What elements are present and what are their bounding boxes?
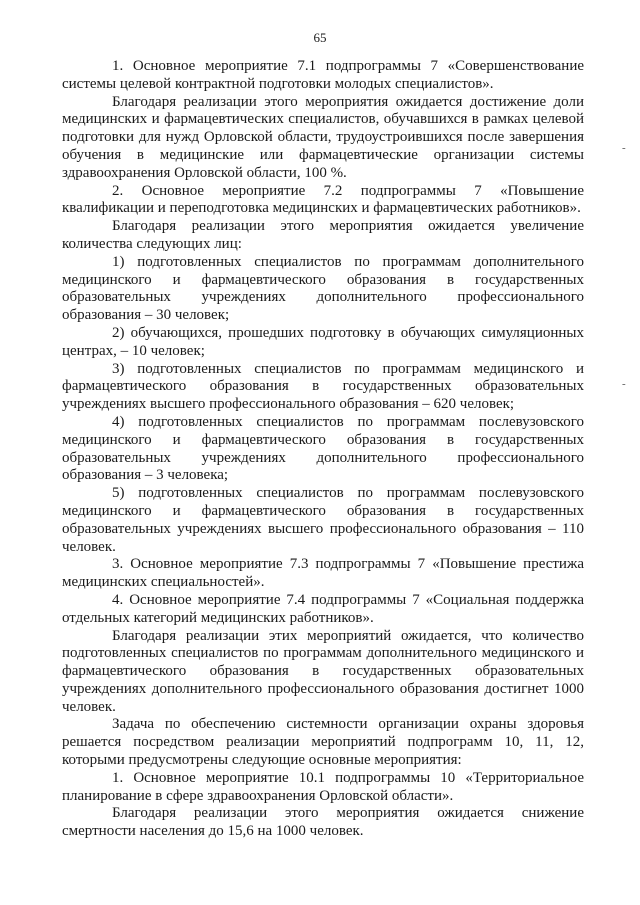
- paragraph: 1. Основное мероприятие 7.1 подпрограммы 7 «Совершенствование системы целевой контрактной подготовки молодых специалистов».: [62, 58, 584, 92]
- paragraph: 2. Основное мероприятие 7.2 подпрограммы 7 «Повышение квалификации и переподготовка медицинских и фармацевтических работников».: [62, 182, 584, 217]
- margin-mark: -: [622, 142, 626, 154]
- paragraph: 3. Основное мероприятие 7.3 подпрограммы 7 «Повышение престижа медицинских специальностей».: [62, 556, 584, 591]
- paragraph: Благодаря реализации этого мероприятия ожидается достижение доли медицинских и фармацевтических специалистов, обучавшихся в рамках целевой подготовки для нужд Орловской области, трудоустроившихся после завершения обучения в медицинские или фармацевтические организации системы здравоохранения Орловской области, 100 %.: [62, 93, 584, 181]
- paragraph: 4. Основное мероприятие 7.4 подпрограммы 7 «Социальная поддержка отдельных категорий медицинских работников».: [62, 591, 584, 626]
- list-item: 1) подготовленных специалистов по программам дополнительного медицинского и фармацевтического образования в государственных образовательных учреждениях дополнительного профессионального образования – 30 человек;: [62, 253, 584, 324]
- paragraph: Задача по обеспечению системности организации охраны здоровья решается посредством реализации мероприятий подпрограмм 10, 11, 12, которыми предусмотрены следующие основные мероприятия:: [62, 716, 584, 769]
- paragraph: Благодаря реализации этого мероприятия ожидается снижение смертности населения до 15,6 на 1000 человек.: [62, 805, 584, 840]
- margin-mark: -: [622, 378, 626, 390]
- paragraph: 1. Основное мероприятие 10.1 подпрограммы 10 «Территориальное планирование в сфере здравоохранения Орловской области».: [62, 769, 584, 804]
- list-item: 3) подготовленных специалистов по программам медицинского и фармацевтического образования в государственных образовательных учреждениях высшего профессионального образования – 620 человек;: [62, 360, 584, 413]
- list-item: 4) подготовленных специалистов по программам послевузовского медицинского и фармацевтического образования в государственных образовательных учреждениях дополнительного профессионального образования – 3 человека;: [62, 413, 584, 484]
- paragraph: Благодаря реализации этих мероприятий ожидается, что количество подготовленных специалистов по программам дополнительного медицинского и фармацевтического образования в государственных образовательных учреждениях дополнительного профессионального образования достигнет 1000 человек.: [62, 627, 584, 715]
- document-body: [62, 58, 584, 841]
- list-item: 2) обучающихся, прошедших подготовку в обучающих симуляционных центрах, – 10 человек;: [62, 324, 584, 359]
- paragraph: Благодаря реализации этого мероприятия ожидается увеличение количества следующих лиц:: [62, 218, 584, 252]
- list-item: 5) подготовленных специалистов по программам послевузовского медицинского и фармацевтического образования в государственных образовательных учреждениях высшего профессионального образования – 110 человек.: [62, 485, 584, 555]
- page-number: 65: [313, 30, 327, 45]
